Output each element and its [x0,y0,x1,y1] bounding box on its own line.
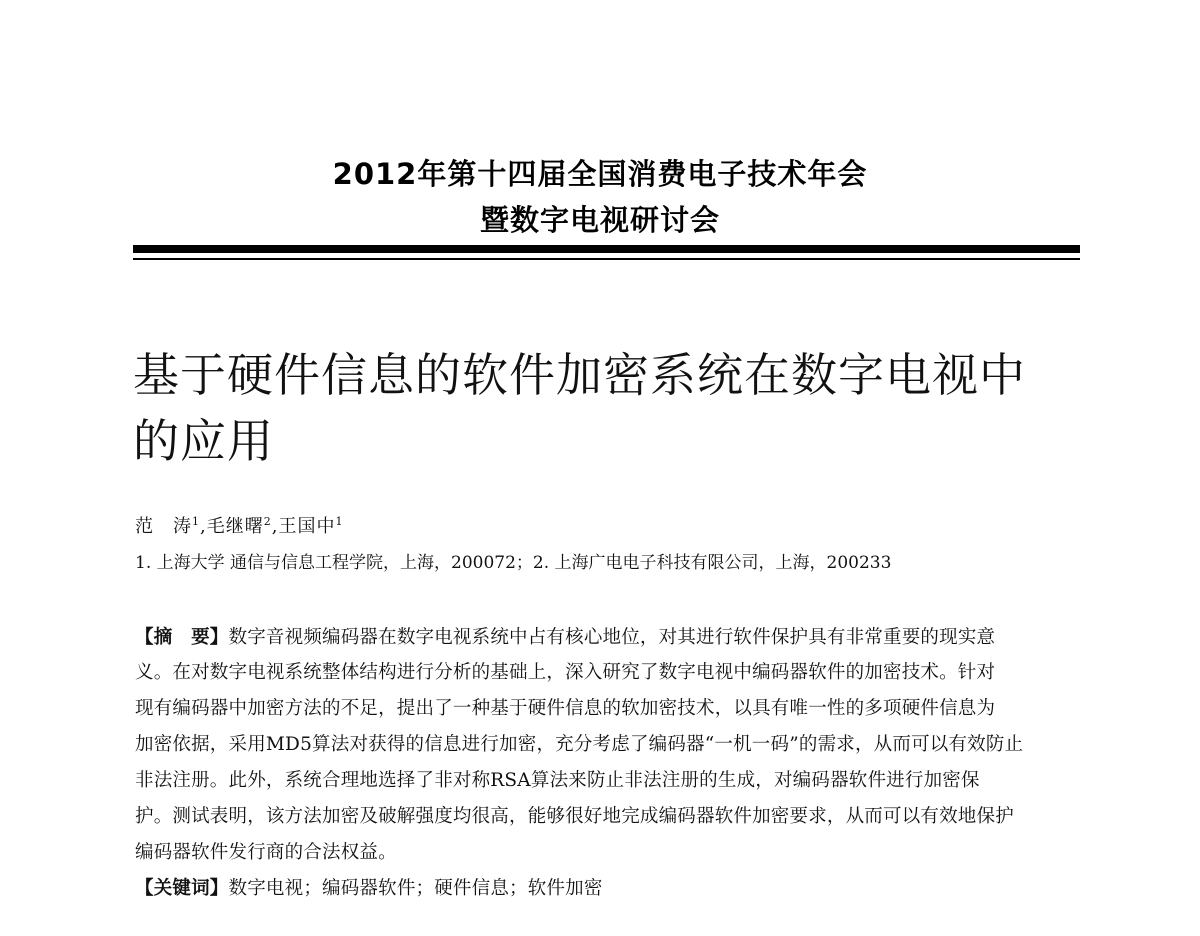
header-rule-thin [133,258,1080,260]
keywords-line [135,874,1080,900]
abstract-line: 编码器软件发行商的合法权益。 [135,842,397,863]
abstract-label: 【摘 要】 [135,627,229,648]
conference-title-line1: 2012年第十四届全国消费电子技术年会 [332,157,868,191]
author-affil-mark: 1 [335,515,344,528]
abstract-line: 现有编码器中加密方法的不足，提出了一种基于硬件信息的软加密技术，以具有唯一性的多项硬件信息为 [135,698,996,719]
author-name: 王国中 [278,516,336,537]
abstract-line: 加密依据，采用MD5算法对获得的信息进行加密，充分考虑了编码器“一机一码”的需求，从而可以有效防止 [135,734,1024,755]
author-affil-mark: 1 [192,515,200,528]
abstract-line: 义。在对数字电视系统整体结构进行分析的基础上，深入研究了数字电视中编码器软件的加密技术。针对 [135,662,996,683]
abstract-line [135,623,1080,649]
abstract-line: 非法注册。此外，系统合理地选择了非对称RSA算法来防止非法注册的生成，对编码器软件进行加密保 [135,770,980,791]
paper-title-line2: 的应用 [133,414,274,468]
author-list [135,512,343,538]
affiliation-line: 1. 上海大学 通信与信息工程学院，上海，200072；2. 上海广电电子科技有限公司，上海，200233 [135,553,892,573]
conference-title-line2: 暨数字电视研讨会 [479,203,720,237]
author-affil-mark: 2 [263,515,272,528]
author-separator: , [200,516,207,537]
keywords-label: 【关键词】 [135,878,229,899]
paper-title-line1: 基于硬件信息的软件加密系统在数字电视中 [133,348,1026,402]
abstract-text: 数字音视频编码器在数字电视系统中占有核心地位，对其进行软件保护具有非常重要的现实意 [228,627,996,648]
keywords-text: 数字电视；编码器软件；硬件信息；软件加密 [228,878,603,899]
author-separator: , [271,516,279,537]
header-rule-thick [133,245,1080,253]
abstract-line: 护。测试表明，该方法加密及破解强度均很高，能够很好地完成编码器软件加密要求，从而可以有效地保护 [135,806,1014,827]
author-name: 范 涛 [135,516,192,537]
author-name: 毛继曙 [206,516,264,537]
